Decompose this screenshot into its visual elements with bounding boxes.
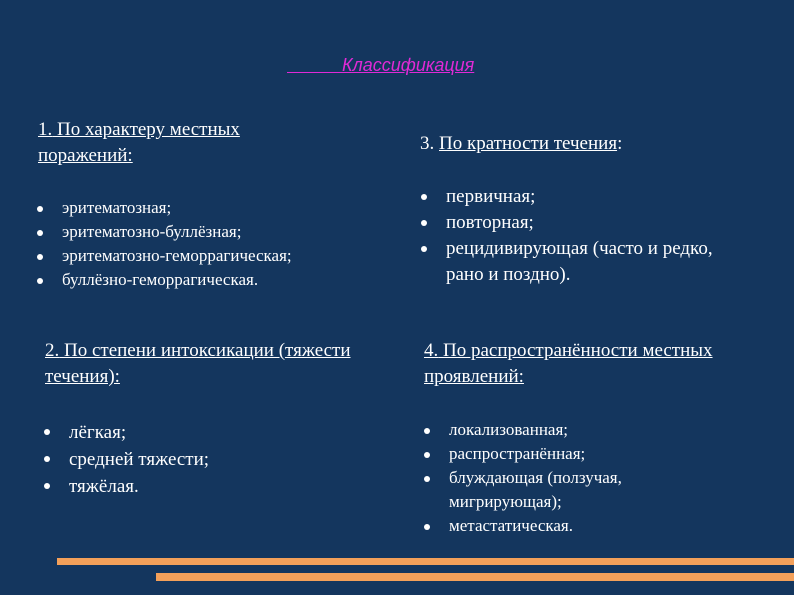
section-3-number: 3.	[420, 133, 435, 154]
section-1-number: 1.	[38, 119, 53, 140]
list-item: буллёзно-геморрагическая.	[37, 268, 382, 292]
section-3-list	[421, 184, 751, 288]
list-item: локализованная;	[424, 418, 724, 442]
section-2-title: По степени интоксикации (тяжести течения):	[45, 340, 351, 387]
section-2-list	[44, 419, 364, 500]
section-3-heading	[420, 131, 760, 157]
accent-bar-bottom	[156, 573, 794, 581]
accent-bar-top	[57, 558, 794, 565]
list-item: эритематозная;	[37, 196, 382, 220]
section-4-number: 4.	[424, 340, 439, 361]
list-item: эритематозно-буллёзная;	[37, 220, 382, 244]
list-item: эритематозно-геморрагическая;	[37, 244, 382, 268]
list-item: повторная;	[421, 210, 751, 236]
list-item: лёгкая;	[44, 419, 364, 446]
section-1-list	[37, 196, 382, 292]
section-4-list	[424, 418, 724, 538]
list-item: распространённая;	[424, 442, 724, 466]
section-1-heading	[38, 117, 308, 169]
section-2-number: 2.	[45, 340, 60, 361]
section-1-title: По характеру местных поражений:	[38, 119, 240, 166]
list-item: тяжёлая.	[44, 473, 364, 500]
section-2-heading	[45, 338, 365, 390]
list-item: средней тяжести;	[44, 446, 364, 473]
list-item: метастатическая.	[424, 514, 724, 538]
list-item: блуждающая (ползучая, мигрирующая);	[424, 466, 724, 514]
page-title: Классификация	[287, 55, 475, 75]
section-4-title: По распространённости местных проявлений:	[424, 340, 713, 387]
list-item: первичная;	[421, 184, 751, 210]
section-3-title: По кратности течения	[439, 133, 618, 154]
list-item: рецидивирующая (часто и редко, рано и поздно).	[421, 236, 751, 288]
section-4-heading	[424, 338, 744, 390]
section-3-colon: :	[617, 133, 623, 154]
